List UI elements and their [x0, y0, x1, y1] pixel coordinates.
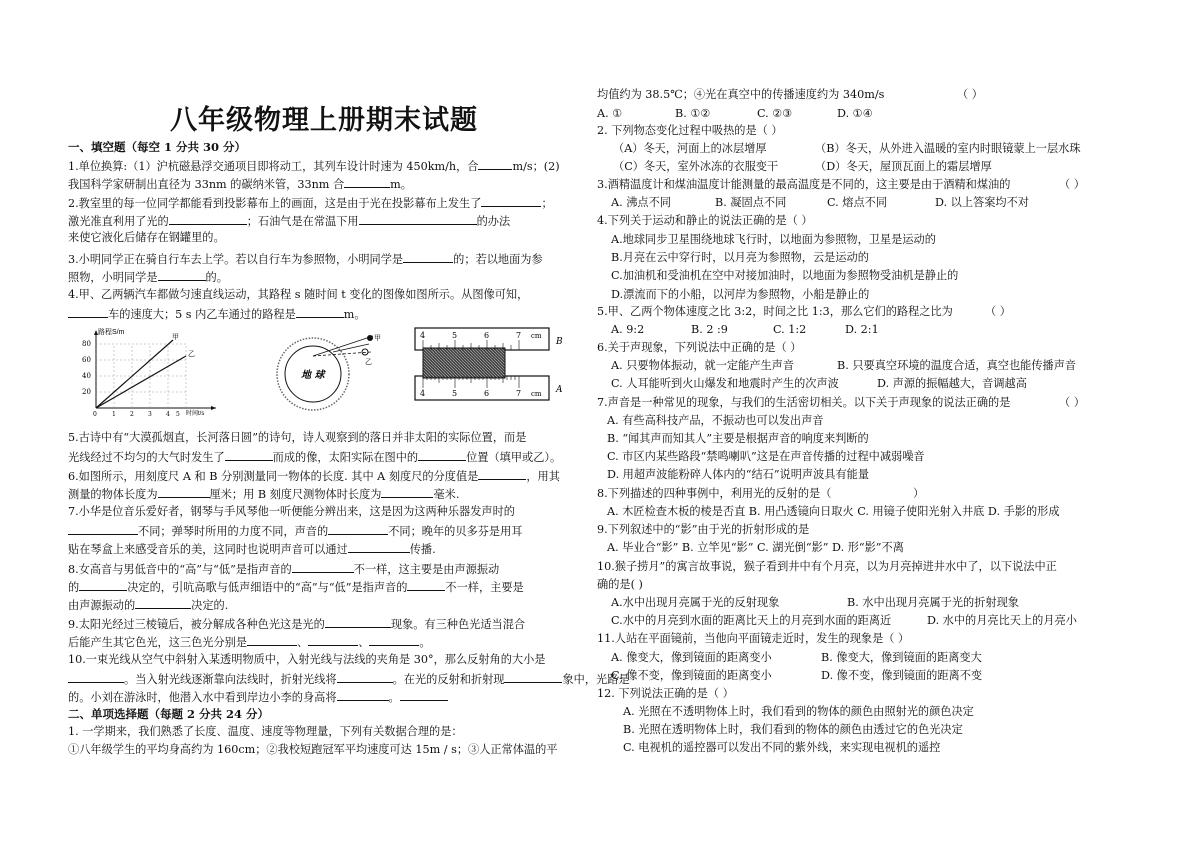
- svg-text:4: 4: [420, 331, 426, 340]
- mc1-line3: 均值约为 38.5℃；④光在真空中的传播速度约为 340m/s （ ）: [597, 88, 983, 101]
- svg-text:6: 6: [484, 389, 490, 398]
- svg-text:5: 5: [452, 331, 458, 340]
- mc2-options-row1: （A）冬天，河面上的冰层增厚 （B）冬天，从外进入温暖的室内时眼镜蒙上一层水珠: [613, 142, 1081, 155]
- q7-line2: 不同；弹琴时所用的力度不同，声音的 不同；晚年的贝多芬是用耳: [68, 522, 522, 540]
- mc9-options: A. 毕业合“影” B. 立竿见“影” C. 湖光倒“影” D. 形“影”不离: [607, 541, 904, 554]
- ruler-measurement-figure: [413, 326, 573, 408]
- svg-text:5: 5: [176, 411, 180, 416]
- mc2-question: 2. 下列物态变化过程中吸热的是（ ）: [597, 124, 783, 137]
- q6-line2: 测量的物体长度为 厘米；用 B 刻度尺测物体时长度为 毫米.: [68, 485, 459, 503]
- mc6-question: 6.关于声现象，下列说法中正确的是（ ）: [597, 341, 802, 354]
- svg-text:cm: cm: [531, 332, 542, 340]
- mc7-question: 7.声音是一种常见的现象，与我们的生活密切相关。以下关于声现象的说法正确的是 （ ）: [597, 396, 1085, 409]
- mc4-question: 4.下列关于运动和静止的说法正确的是（ ）: [597, 214, 813, 227]
- mc11-options-row1: A. 像变大，像到镜面的距离变小 B. 像变大，像到镜面的距离变大: [611, 651, 982, 664]
- q6-line1: 6.如图所示，用刻度尺 A 和 B 分别测量同一物体的长度. 其中 A 刻度尺的分度值是 ，用其: [68, 467, 560, 485]
- q7-line3: 贴在琴盒上来感受音乐的美，这同时也说明声音可以通过 传播.: [68, 540, 436, 558]
- q9-line1: 9.太阳光经过三棱镜后，被分解成各种色光这是光的 现象。有三种色光适当混合: [68, 615, 525, 633]
- svg-text:5: 5: [452, 389, 458, 398]
- series-yi-line: [96, 356, 186, 408]
- svg-text:地 球: 地 球: [301, 370, 325, 381]
- mc7-option-a: A. 有些高科技产品，不振动也可以发出声音: [607, 414, 824, 427]
- q9-line2: 后能产生其它色光，这三色光分别是 、 、 。: [68, 633, 431, 651]
- mc4-option-c: C.加油机和受油机在空中对接加油时，以地面为参照物受油机是静止的: [611, 269, 959, 282]
- q10-line2: 。当入射光线逐渐靠向法线时，折射光线将 。在光的反射和折射现 象中，光路是: [68, 670, 630, 688]
- mc6-options-row2: C. 人耳能听到火山爆发和地震时产生的次声波 D. 声源的振幅越大，音调越高: [611, 377, 1027, 390]
- svg-text:7: 7: [516, 389, 522, 398]
- svg-text:A: A: [556, 385, 563, 395]
- q8-line2: 的 决定的，引吭高歌与低声细语中的“高”与“低”是指声音的 不一样，主要是: [68, 578, 524, 596]
- q3-line1: 3.小明同学正在骑自行车去上学。若以自行车为参照物，小明同学是 的；若以地面为参: [68, 250, 543, 268]
- section-choice-heading: 二、单项选择题（每题 2 分共 24 分）: [68, 707, 270, 721]
- mc12-option-c: C. 电视机的遥控器可以发出不同的紫外线，来实现电视机的遥控: [623, 741, 941, 754]
- mc5-options: A. 9:2 B. 2 :9 C. 1:2 D. 2:1: [611, 323, 879, 336]
- graph-ylabel: 路程S/m: [98, 329, 125, 336]
- graph-xlabel: 时间t/s: [186, 411, 205, 416]
- q1-line2: 我国科学家研制出直径为 33nm 的碳纳米管，33nm 合 m。: [68, 175, 412, 193]
- mc7-option-b: B. “闻其声而知其人”主要是根据声音的响度来判断的: [607, 432, 869, 445]
- svg-text:4: 4: [166, 411, 170, 416]
- mc12-option-b: B. 光照在透明物体上时，我们看到的物体的颜色由透过它的色光决定: [623, 723, 963, 736]
- q7-line1: 7.小华是位音乐爱好者，钢琴与手风琴他一听便能分辨出来，这是因为这两种乐器发声时的: [68, 505, 515, 518]
- distance-time-graph: [68, 326, 218, 416]
- mc3-options: A. 沸点不同 B. 凝固点不同 C. 熔点不同 D. 以上答案均不对: [611, 196, 1029, 209]
- q2-line3: 来使它液化后储存在钢罐里的。: [68, 231, 225, 244]
- q3-line2: 照物，小明同学是 的。: [68, 268, 228, 286]
- mc11-question: 11.人站在平面镜前，当他向平面镜走近时，发生的现象是（ ）: [597, 632, 910, 645]
- q4-line1: 4.甲、乙两辆汽车都做匀速直线运动，其路程 s 随时间 t 变化的图像如图所示。从图像可知，: [68, 288, 529, 301]
- mc2-options-row2: （C）冬天，室外冰冻的衣服变干 （D）冬天，屋顶瓦面上的霜层增厚: [613, 160, 992, 173]
- q10-line3: 的。小刘在游泳时，他潜入水中看到岸边小李的身高将 。: [68, 688, 448, 706]
- mc7-option-d: D. 用超声波能粉碎人体内的“结石”说明声波具有能量: [607, 468, 870, 481]
- mc12-question: 12. 下列说法正确的是（ ）: [597, 687, 734, 700]
- svg-text:60: 60: [82, 356, 91, 364]
- q10-line1: 10.一束光线从空气中斜射入某透明物质中，入射光线与法线的夹角是 30°，那么反射角的大小是: [68, 653, 546, 666]
- mc8-options: A. 木匠检查木板的棱是否直 B. 用凸透镜向日取火 C. 用镜子使阳光射入井底 D. 手影的形成: [607, 505, 1060, 518]
- figure-row: [68, 326, 580, 416]
- svg-text:6: 6: [484, 331, 490, 340]
- mc8-question: 8.下列描述的四种事例中，利用光的反射的是（ ）: [597, 487, 925, 500]
- q1-line1: 1.单位换算:（1）沪杭磁悬浮交通项目即将动工，其列车设计时速为 450km/h，合 m/s；(2): [68, 157, 560, 175]
- series-yi-label: 乙: [188, 350, 195, 358]
- mc1-line1: 1. 一学期来，我们熟悉了长度、温度、速度等物理量，下列有关数据合理的是：: [68, 725, 463, 738]
- section-fill-in-heading: 一、填空题（每空 1 分共 30 分）: [68, 140, 247, 154]
- mc10-question-line2: 确的是( ): [597, 578, 643, 591]
- q2-line1: 2.教室里的每一位同学都能看到投影幕布上的画面，这是由于光在投影幕布上发生了 ；: [68, 194, 553, 212]
- mc9-question: 9.下列叙述中的“影”由于光的折射形成的是: [597, 523, 810, 536]
- svg-text:乙: 乙: [365, 358, 372, 366]
- svg-text:80: 80: [82, 340, 91, 348]
- mc10-question-line1: 10.猴子捞月”的寓言故事说，猴子看到井中有个月亮，以为月亮掉进井水中了，以下说法中正: [597, 560, 1057, 573]
- svg-text:B: B: [556, 337, 563, 347]
- q8-line3: 由声源振动的 决定的.: [68, 596, 228, 614]
- svg-text:20: 20: [82, 388, 91, 396]
- svg-text:3: 3: [148, 411, 152, 416]
- mc10-options-row2: C.水中的月亮到水面的距离比天上的月亮到水面的距离近 D. 水中的月亮比天上的月亮小: [611, 614, 1077, 627]
- svg-text:2: 2: [130, 411, 134, 416]
- q5-line1: 5.古诗中有“大漠孤烟直，长河落日圆”的诗句，诗人观察到的落日并非太阳的实际位置，而是: [68, 431, 527, 444]
- q4-line2: 车的速度大；5 s 内乙车通过的路程是 m。: [68, 305, 366, 323]
- mc1-options: A. ① B. ①② C. ②③ D. ①④: [597, 107, 873, 120]
- series-jia-line: [96, 340, 173, 408]
- svg-text:甲: 甲: [374, 334, 381, 342]
- mc12-option-a: A. 光照在不透明物体上时，我们看到的物体的颜色由照射光的颜色决定: [623, 705, 974, 718]
- mc4-option-d: D.漂流而下的小船，以河岸为参照物，小船是静止的: [611, 288, 870, 301]
- mc5-question: 5.甲、乙两个物体速度之比 3:2，时间之比 1:3，那么它们的路程之比为 （ ）: [597, 305, 1011, 318]
- mc6-options-row1: A. 只要物体振动，就一定能产生声音 B. 只要真空环境的温度合适，真空也能传播声音: [611, 359, 1077, 372]
- svg-text:4: 4: [420, 389, 426, 398]
- svg-text:7: 7: [516, 331, 522, 340]
- page-title: 八年级物理上册期末试题: [170, 105, 478, 136]
- svg-text:40: 40: [82, 372, 91, 380]
- mc4-option-b: B.月亮在云中穿行时，以月亮为参照物，云是运动的: [611, 251, 869, 264]
- mc4-option-a: A.地球同步卫星围绕地球飞行时，以地面为参照物，卫星是运动的: [611, 233, 936, 246]
- mc11-options-row2: C. 像不变，像到镜面的距离变小 D. 像不变，像到镜面的距离不变: [611, 669, 983, 682]
- mc1-line2: ①八年级学生的平均身高约为 160cm；②我校短跑冠军平均速度可达 15m / s；③人正常体温的平: [68, 743, 558, 756]
- svg-text:cm: cm: [531, 390, 542, 398]
- svg-text:1: 1: [112, 411, 116, 416]
- sunset-refraction-figure: [273, 326, 383, 416]
- mc7-option-c: C. 市区内某些路段“禁鸣喇叭”这是在声音传播的过程中减弱噪音: [607, 450, 925, 463]
- mc10-options-row1: A.水中出现月亮属于光的反射现象 B. 水中出现月亮属于光的折射现象: [611, 596, 1019, 609]
- mc3-question: 3.酒精温度计和煤油温度计能测量的最高温度是不同的，这主要是由于酒精和煤油的 （ ）: [597, 178, 1085, 191]
- q2-line2: 激光准直利用了光的 ；石油气是在常温下用 的办法: [68, 212, 510, 230]
- svg-text:0: 0: [93, 411, 97, 416]
- series-jia-label: 甲: [172, 333, 179, 341]
- q5-line2: 光线经过不均匀的大气时发生了 而成的像，太阳实际在图中的 位置（填甲或乙）。: [68, 448, 561, 466]
- q8-line1: 8.女高音与男低音中的“高”与“低”是指声音的 不一样，这主要是由声源振动: [68, 560, 499, 578]
